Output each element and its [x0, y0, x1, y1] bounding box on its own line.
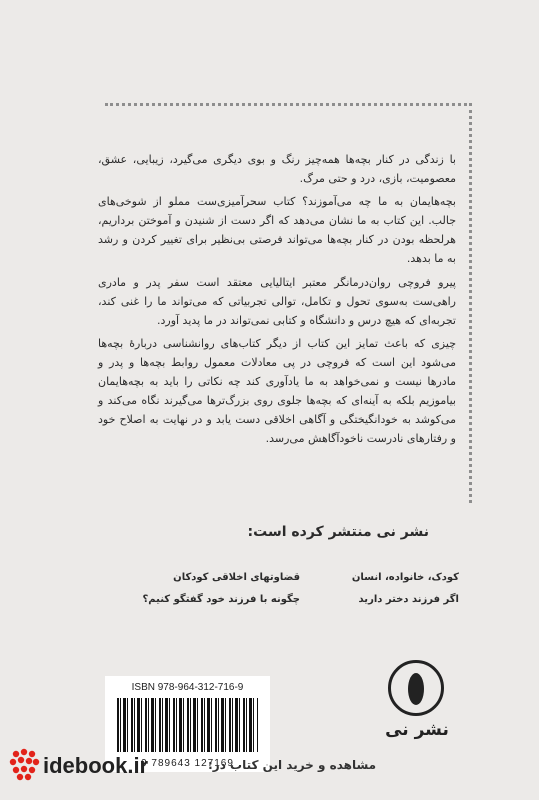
publisher-logo-icon: [388, 660, 444, 716]
publisher-name: نشر نی: [385, 720, 449, 740]
promo-text: مشاهده و خرید این کتاب در:: [208, 758, 377, 772]
paragraph-4: چیزی که باعث تمایز این کتاب از دیگر کتاب‌های روانشناسی درباره‌ٔ بچه‌ها می‌شود این است که فروچی در پی معادلات معمول روابط بچه‌ها و پدر و مادرها نیست و نمی‌خواهد به ما یادآوری کند چه نکاتی را باید به بچه‌هایمان بیاموزیم بلکه به آینه‌ای که بچه‌ها جلوی روی بزرگ‌ترها می‌گیرند نگاه می‌کند و می‌کوشد به خودانگیختگی و آگاهی اخلاقی دست یابد و در نهایت به اصلاح خود و رفتارهای نادرست ناخودآگاهش می‌رسد.: [98, 336, 456, 446]
back-cover-text: [98, 150, 456, 448]
paragraph-3: پیرو فروچی روان‌درمانگر معتبر ایتالیایی معتقد است سفر پدر و مادری راهی‌ست به‌سوی تحول و تکامل، توالی تجربیاتی که می‌تواند ما را غنی کند، تجربه‌ای که هیچ درس و دانشگاه و کتابی نمی‌تواند در ما پدید آورد.: [98, 275, 456, 327]
idebook-logo-icon[interactable]: [7, 746, 187, 782]
book-title: قضاوتهای اخلاقی کودکان: [173, 572, 300, 583]
paragraph-1: با زندگی در کنار بچه‌ها همه‌چیز رنگ و بوی دیگری می‌گیرد، زیبایی، عشق، معصومیت، بازی، درد و حتی مرگ.: [98, 153, 456, 186]
published-list-right: [319, 567, 459, 611]
paragraph-2: بچه‌هایمان به ما چه می‌آموزند؟ کتاب سحرآمیزی‌ست مملو از شوخی‌های جالب. این کتاب به ما نشان می‌دهد که اگر دست از شنیدن و آموختن برداریم، هرلحظه بودن در کنار بچه‌ها می‌تواند فرصتی بی‌نظیر برای تغییر کردن و رشد به ما بدهد.: [98, 195, 456, 266]
book-title: کودک، خانواده، انسان: [351, 572, 459, 583]
published-list-left: [140, 567, 300, 611]
book-title: اگر فرزند دختر دارید: [358, 594, 459, 605]
published-heading: نشر نی منتشر کرده است:: [247, 524, 429, 540]
dotted-frame-right: [469, 103, 472, 503]
site-name: idebook.ir: [43, 753, 149, 778]
isbn-label: ISBN 978-964-312-716-9: [131, 682, 244, 693]
dotted-frame-top: [105, 103, 472, 106]
promo-banner[interactable]: [0, 744, 539, 784]
barcode-number: 9 789643 127169: [141, 758, 234, 769]
book-title: چگونه با فرزند خود گفتگو کنیم؟: [142, 594, 300, 605]
